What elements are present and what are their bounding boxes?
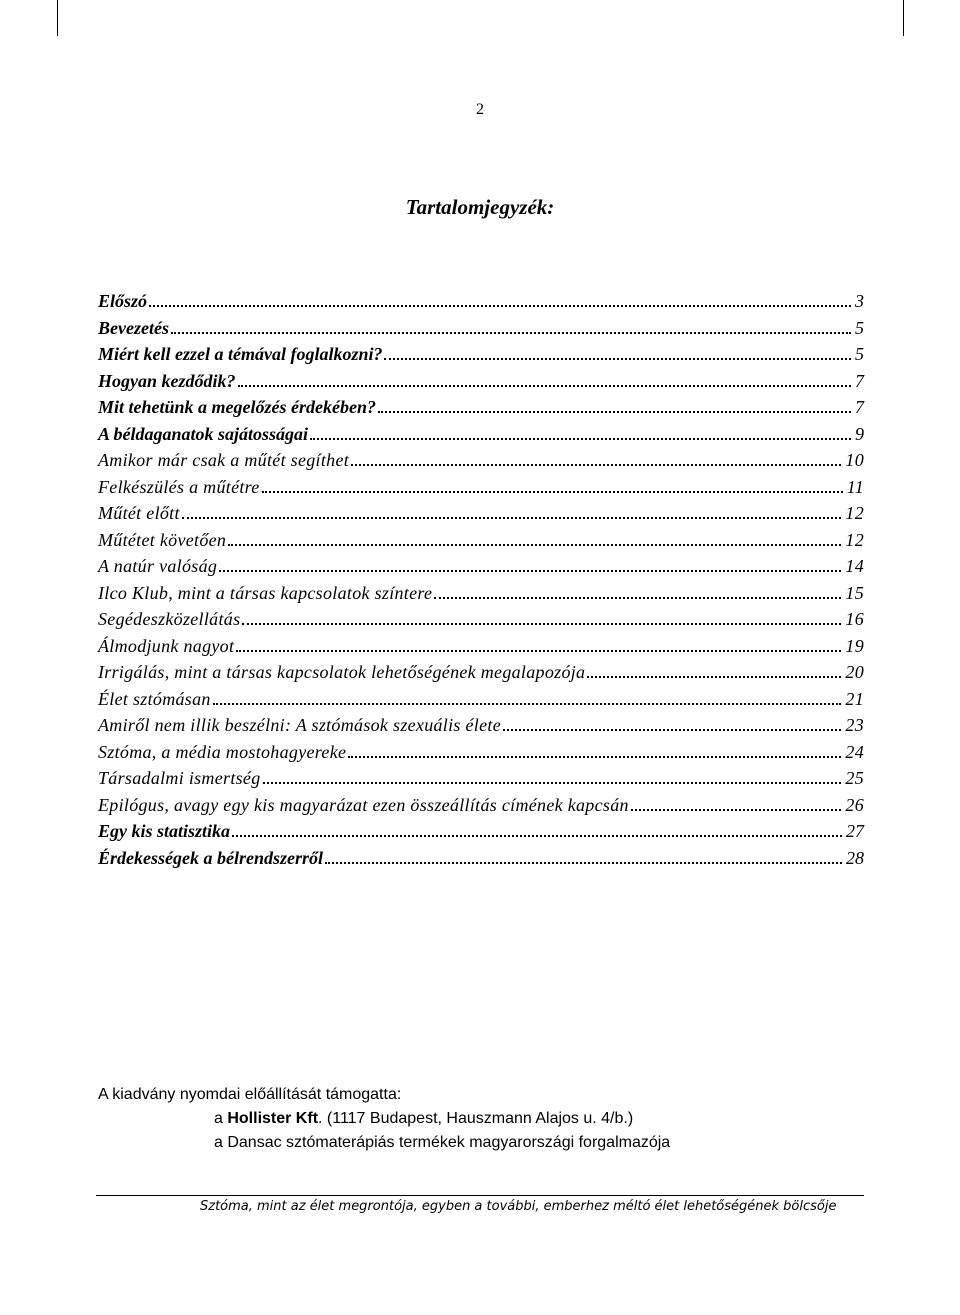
table-of-contents (98, 288, 864, 871)
toc-dot-leader (263, 782, 842, 784)
toc-dot-leader (378, 411, 851, 413)
toc-entry[interactable] (98, 792, 864, 819)
toc-entry[interactable] (98, 288, 864, 315)
toc-entry-page: 14 (845, 556, 864, 576)
toc-entry[interactable] (98, 845, 864, 872)
toc-dot-leader (149, 305, 851, 307)
toc-entry-label: Amikor már csak a műtét segíthet (98, 450, 350, 470)
toc-entry-page: 24 (845, 741, 864, 762)
toc-entry[interactable] (98, 474, 864, 501)
toc-entry-page: 3 (855, 291, 864, 311)
toc-entry-page: 16 (845, 609, 864, 629)
toc-dot-leader (348, 756, 841, 758)
toc-entry-page: 26 (845, 794, 864, 815)
toc-entry-page: 23 (845, 715, 864, 735)
toc-entry-label: Érdekességek a bélrendszerről (98, 847, 323, 868)
toc-entry-page: 20 (845, 662, 864, 682)
toc-dot-leader (242, 623, 841, 625)
toc-entry-label: Álmodjunk nagyot (98, 635, 235, 656)
toc-entry-page: 27 (846, 821, 864, 841)
toc-dot-leader (325, 862, 842, 864)
toc-entry-label: A natúr valóság (98, 556, 218, 576)
toc-dot-leader (232, 835, 842, 837)
toc-dot-leader (182, 517, 842, 519)
toc-dot-leader (236, 650, 841, 652)
toc-entry-label: A béldaganatok sajátosságai (98, 423, 309, 444)
toc-entry[interactable] (98, 739, 864, 766)
toc-entry-label: Amiről nem illik beszélni: A sztómások szexuális élete (98, 715, 501, 735)
toc-dot-leader (213, 703, 842, 705)
toc-dot-leader (238, 385, 852, 387)
sponsor-company-line (98, 1107, 670, 1131)
toc-entry-label: Ilco Klub, mint a társas kapcsolatok színtere (98, 582, 433, 603)
toc-entry[interactable] (98, 368, 864, 395)
toc-entry[interactable] (98, 659, 864, 686)
crop-mark-left (57, 0, 58, 36)
toc-entry-label: Irrigálás, mint a társas kapcsolatok lehetőségének megalapozója (98, 662, 586, 682)
toc-dot-leader (351, 464, 841, 466)
toc-dot-leader (262, 491, 843, 493)
sponsor-company-name: Hollister Kft (227, 1110, 319, 1127)
toc-entry-label: Műtétet követően (98, 529, 227, 550)
toc-entry-label: Műtét előtt (98, 503, 180, 523)
toc-entry-page: 7 (855, 397, 864, 417)
toc-dot-leader (587, 676, 841, 678)
toc-entry-page: 9 (855, 423, 864, 444)
toc-entry[interactable] (98, 394, 864, 421)
crop-mark-right (903, 0, 904, 36)
toc-entry-label: Mit tehetünk a megelőzés érdekében? (98, 397, 376, 417)
toc-entry[interactable] (98, 818, 864, 845)
toc-entry-label: Segédeszközellátás (98, 609, 241, 629)
toc-entry[interactable] (98, 341, 864, 368)
sponsor-company-prefix: a (214, 1110, 228, 1127)
running-footer: Sztóma, mint az élet megrontója, egyben a további, emberhez méltó élet lehetőségének bölcsője (200, 1199, 837, 1214)
toc-entry[interactable] (98, 447, 864, 474)
toc-entry[interactable] (98, 553, 864, 580)
toc-entry[interactable] (98, 633, 864, 660)
toc-dot-leader (503, 729, 841, 731)
toc-entry-page: 5 (855, 317, 864, 338)
toc-entry-page: 7 (855, 370, 864, 391)
sponsor-company-address: . (1117 Budapest, Hauszmann Alajos u. 4/b.) (318, 1110, 634, 1127)
sponsor-notice (98, 1083, 670, 1155)
toc-entry-label: Felkészülés a műtétre (98, 476, 260, 497)
toc-entry-page: 28 (846, 847, 864, 868)
toc-entry-page: 12 (845, 529, 864, 550)
toc-entry[interactable] (98, 315, 864, 342)
toc-entry-page: 12 (845, 503, 864, 523)
toc-entry-page: 5 (855, 344, 864, 364)
toc-dot-leader (434, 597, 841, 599)
toc-dot-leader (219, 570, 841, 572)
toc-entry-label: Bevezetés (98, 317, 169, 338)
toc-entry-page: 21 (845, 688, 864, 709)
toc-entry-label: Miért kell ezzel a témával foglalkozni? (98, 344, 383, 364)
toc-dot-leader (631, 809, 842, 811)
toc-entry-label: Élet sztómásan (98, 688, 211, 709)
toc-entry-page: 25 (845, 768, 864, 788)
toc-entry-page: 15 (845, 582, 864, 603)
sponsor-description: a Dansac sztómaterápiás termékek magyarországi forgalmazója (214, 1134, 671, 1151)
toc-dot-leader (310, 438, 851, 440)
toc-entry[interactable] (98, 712, 864, 739)
toc-entry[interactable] (98, 765, 864, 792)
toc-entry-label: Hogyan kezdődik? (98, 370, 236, 391)
toc-entry[interactable] (98, 580, 864, 607)
sponsor-heading: A kiadvány nyomdai előállítását támogatta: (98, 1086, 402, 1103)
toc-entry-label: Epilógus, avagy egy kis magyarázat ezen összeállítás címének kapcsán (98, 794, 629, 815)
toc-entry-label: Társadalmi ismertség (98, 768, 261, 788)
page-number: 2 (476, 101, 484, 118)
toc-entry-label: Sztóma, a média mostohagyereke (98, 741, 347, 762)
toc-entry[interactable] (98, 500, 864, 527)
toc-entry-page: 10 (845, 450, 864, 470)
toc-entry-page: 19 (845, 635, 864, 656)
toc-entry[interactable] (98, 686, 864, 713)
toc-entry-label: Előszó (98, 291, 148, 311)
toc-dot-leader (228, 544, 841, 546)
footer-rule (96, 1195, 864, 1196)
toc-entry-label: Egy kis statisztika (98, 821, 231, 841)
toc-entry[interactable] (98, 527, 864, 554)
toc-entry-page: 11 (846, 476, 864, 497)
toc-dot-leader (171, 332, 851, 334)
toc-entry[interactable] (98, 606, 864, 633)
toc-title: Tartalomjegyzék: (405, 195, 555, 219)
toc-entry[interactable] (98, 421, 864, 448)
toc-dot-leader (384, 358, 851, 360)
